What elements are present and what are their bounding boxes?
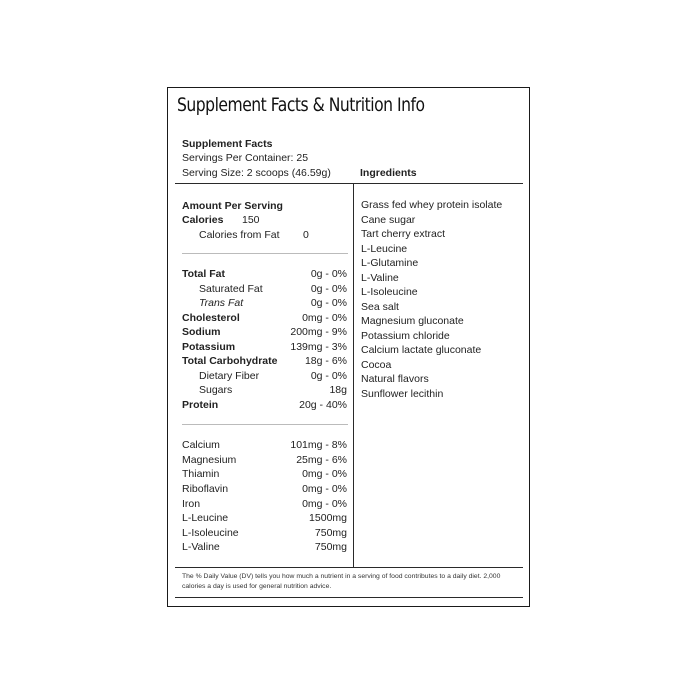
page-title: Supplement Facts & Nutrition Info [177, 94, 425, 116]
ingredient-item: Tart cherry extract [361, 228, 446, 240]
mineral-value: 0mg - 0% [302, 498, 347, 510]
nutrient-value: 18g - 6% [304, 355, 347, 367]
nutrient-label: Sodium [182, 326, 221, 338]
nutrient-value: 0g - 0% [310, 370, 347, 382]
mineral-label: Magnesium [182, 454, 237, 466]
nutrient-value: 20g - 40% [299, 399, 347, 411]
ingredient-item: L-Valine [361, 271, 399, 284]
nutrient-value: 200mg - 9% [290, 326, 347, 338]
ingredient-item: Calcium lactate gluconate [361, 344, 482, 356]
mineral-value: 750mg [314, 541, 347, 553]
mineral-value: 0mg - 0% [302, 468, 347, 480]
nutrient-label: Protein [182, 399, 219, 411]
ingredient-item: Grass fed whey protein isolate [361, 199, 503, 211]
mineral-value: 1500mg [309, 512, 347, 524]
nutrient-value: 0mg - 0% [302, 312, 347, 324]
calories-from-fat-label: Calories from Fat [199, 229, 280, 241]
nutrient-value: 0g - 0% [310, 283, 347, 295]
ingredients-heading: Ingredients [360, 167, 417, 179]
nutrient-value: 0g - 0% [310, 297, 347, 309]
nutrient-label: Saturated Fat [199, 283, 263, 295]
mineral-value: 0mg - 0% [302, 483, 347, 495]
nutrient-label: Potassium [182, 341, 236, 353]
ingredients-list [361, 198, 502, 401]
ingredient-item: L-Leucine [361, 242, 408, 255]
ingredient-item: Magnesium gluconate [361, 315, 464, 327]
nutrient-value: 18g [329, 384, 347, 396]
nutrient-label: Total Carbohydrate [182, 355, 278, 367]
ingredient-item: Natural flavors [361, 373, 429, 385]
column-divider [353, 183, 354, 567]
ingredient-item: Cocoa [361, 358, 392, 371]
calories-value: 150 [242, 214, 260, 226]
nutrient-label: Cholesterol [182, 312, 240, 324]
nutrient-label: Total Fat [182, 268, 225, 280]
mineral-label: L-Leucine [182, 512, 229, 524]
ingredient-item: Sea salt [361, 300, 399, 313]
header-divider [175, 183, 523, 184]
supplement-facts-heading: Supplement Facts [182, 138, 273, 150]
ingredient-item: Cane sugar [361, 213, 416, 226]
ingredient-item: L-Glutamine [361, 257, 419, 269]
mineral-value: 25mg - 6% [296, 454, 347, 466]
calories-from-fat-value: 0 [303, 229, 309, 241]
mineral-value: 750mg [314, 527, 347, 539]
calories-label: Calories [182, 214, 224, 226]
nutrient-label: Trans Fat [199, 297, 244, 309]
nutrient-label: Sugars [199, 384, 233, 396]
section-divider [182, 253, 348, 254]
mineral-label: L-Isoleucine [182, 527, 239, 539]
nutrient-value: 0g - 0% [310, 268, 347, 280]
ingredient-item: Sunflower lecithin [361, 387, 444, 400]
nutrient-value: 139mg - 3% [290, 341, 347, 353]
mineral-label: Iron [182, 498, 201, 510]
mineral-label: Thiamin [182, 468, 220, 480]
mineral-value: 101mg - 8% [290, 439, 347, 451]
mineral-label: Riboflavin [182, 483, 229, 495]
footer-divider-bottom [175, 597, 523, 598]
daily-value-footnote: The % Daily Value (DV) tells you how much a nutrient in a serving of food contributes to a daily diet. 2,000 calories a day is used for general nutrition advice. [182, 573, 501, 590]
amount-per-serving-heading: Amount Per Serving [182, 200, 283, 212]
ingredient-item: L-Isoleucine [361, 286, 418, 298]
ingredient-item: Potassium chloride [361, 329, 450, 342]
footer-divider-top [175, 567, 523, 568]
supplement-facts-card [167, 87, 530, 607]
section-divider [182, 424, 348, 425]
servings-per-container: Servings Per Container: 25 [182, 152, 309, 164]
mineral-label: Calcium [182, 439, 220, 451]
mineral-label: L-Valine [182, 541, 220, 553]
serving-size: Serving Size: 2 scoops (46.59g) [182, 167, 331, 179]
nutrient-label: Dietary Fiber [199, 370, 260, 382]
